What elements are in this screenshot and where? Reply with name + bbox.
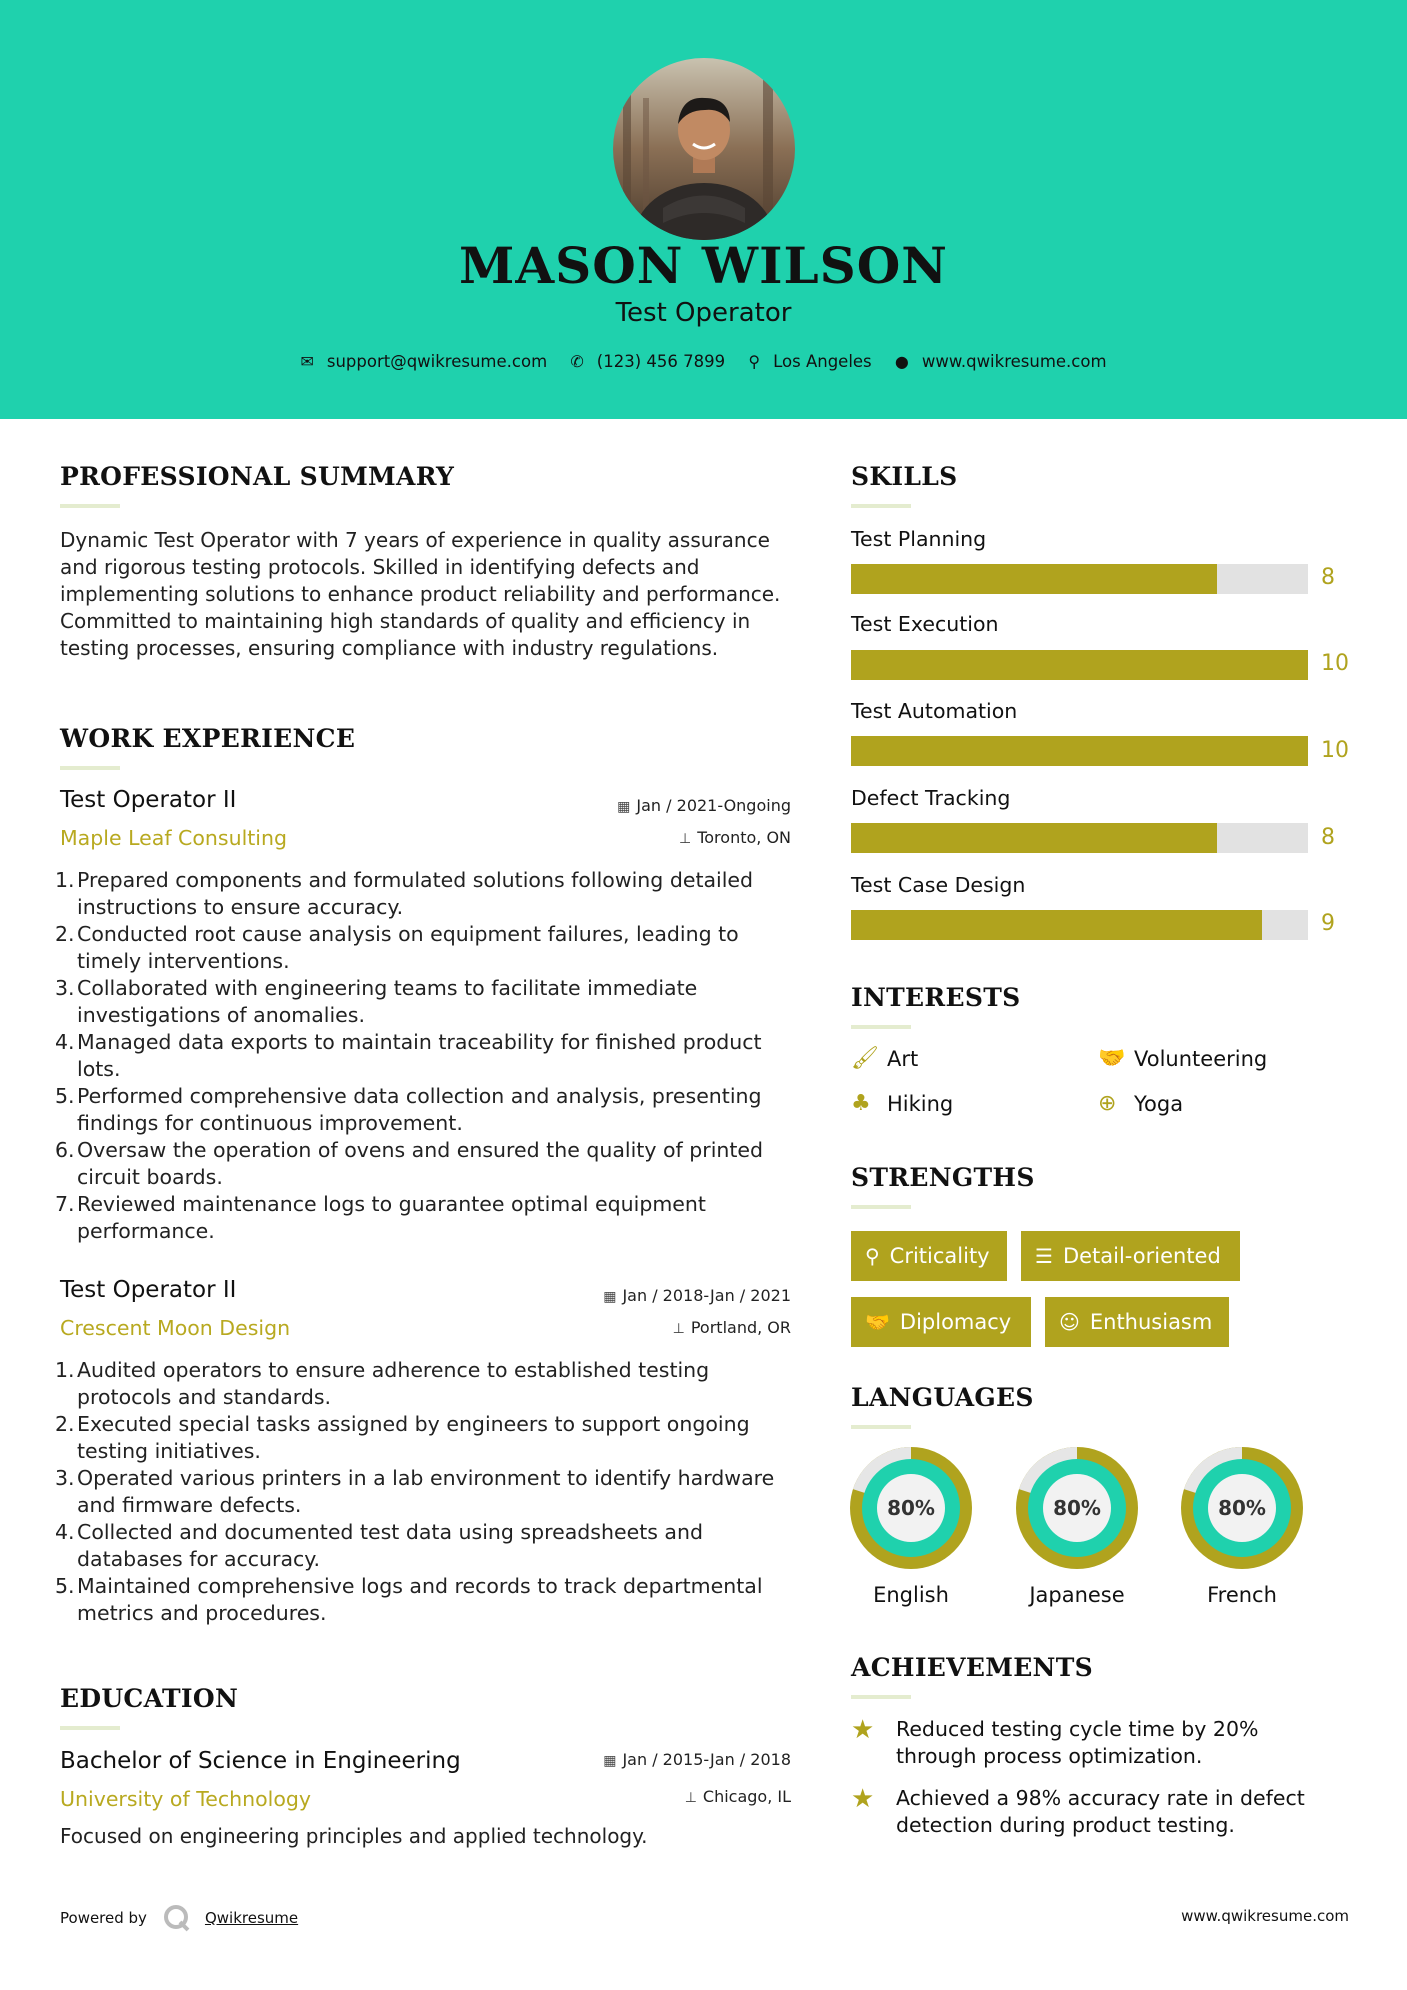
skill-level: 10 xyxy=(1321,738,1349,763)
languages-heading: LANGUAGES xyxy=(851,1383,1034,1412)
summary-text: Dynamic Test Operator with 7 years of experience in quality assurance and rigorous testing protocols. Skilled in identifying defects and implementing solutions to enhance product reliability and performance. Committed to maintaining high standards of quality and efficiency in testing processes, ensuring compliance with industry regulations. xyxy=(60,528,781,660)
language-ring xyxy=(850,1447,972,1569)
list-item: Oversaw the operation of ovens and ensured the quality of printed circuit boards. xyxy=(77,1138,764,1189)
pushpin-icon: ⊥ xyxy=(684,1790,697,1806)
list-item: Conducted root cause analysis on equipment failures, leading to timely interventions. xyxy=(77,922,739,973)
skill-name: Test Planning xyxy=(851,527,987,551)
skill-name: Defect Tracking xyxy=(851,786,1011,810)
list-item: Maintained comprehensive logs and records to track departmental metrics and procedures. xyxy=(77,1574,763,1625)
achievement-item: Achieved a 98% accuracy rate in defect detection during product testing. xyxy=(896,1786,1305,1837)
education-dates xyxy=(603,1750,791,1769)
achievement-item: Reduced testing cycle time by 20% through process optimization. xyxy=(896,1717,1259,1768)
achievements-divider xyxy=(851,1695,911,1699)
skill-bar-fill xyxy=(851,564,1217,594)
job-company: Maple Leaf Consulting xyxy=(60,826,288,850)
profile-photo-image xyxy=(613,58,795,240)
experience-heading: WORK EXPERIENCE xyxy=(60,724,356,753)
job-dates-text: Jan / 2018-Jan / 2021 xyxy=(622,1286,791,1305)
language-ring xyxy=(1181,1447,1303,1569)
interest-item xyxy=(851,1046,918,1071)
map-pin-icon: ⚲ xyxy=(748,352,761,371)
interest-label: Volunteering xyxy=(1134,1046,1268,1071)
footer-url[interactable]: www.qwikresume.com xyxy=(1181,1907,1349,1925)
achievements-heading: ACHIEVEMENTS xyxy=(851,1653,1093,1682)
language-name: Japanese xyxy=(1029,1583,1125,1607)
skill-bar xyxy=(851,650,1308,680)
calendar-icon: ▦ xyxy=(617,799,631,815)
skill-name: Test Case Design xyxy=(851,873,1026,897)
skill-name: Test Automation xyxy=(851,699,1018,723)
handshake-icon: 🤝 xyxy=(1098,1046,1126,1071)
job-location xyxy=(673,1318,791,1337)
interests-heading: INTERESTS xyxy=(851,983,1021,1012)
education-heading: EDUCATION xyxy=(60,1684,239,1713)
globe-icon: ● xyxy=(894,352,909,371)
experience-divider xyxy=(60,766,120,770)
job-company: Crescent Moon Design xyxy=(60,1316,291,1340)
skill-bar-fill xyxy=(851,823,1217,853)
star-icon: ★ xyxy=(851,1784,875,1814)
skill-bar xyxy=(851,564,1308,594)
job-location-text: Toronto, ON xyxy=(697,828,791,847)
job-title: Test Operator II xyxy=(60,787,237,813)
strength-label: Diplomacy xyxy=(899,1310,1012,1334)
job-dates-text: Jan / 2021-Ongoing xyxy=(636,796,791,815)
lifebuoy-icon: ⊕ xyxy=(1098,1091,1117,1116)
skill-bar-fill xyxy=(851,736,1308,766)
website-text: www.qwikresume.com xyxy=(921,352,1107,371)
job-location-text: Portland, OR xyxy=(690,1318,791,1337)
interest-item xyxy=(1098,1091,1183,1116)
contact-phone[interactable] xyxy=(570,352,725,371)
list-item: Performed comprehensive data collection and analysis, presenting findings for continuous improvement. xyxy=(77,1084,762,1135)
skill-level: 9 xyxy=(1321,911,1335,936)
qwikresume-logo-icon xyxy=(163,1904,191,1932)
strength-tag xyxy=(851,1297,1031,1347)
handshake-icon: 🤝 xyxy=(865,1310,890,1334)
language-percent: 80% xyxy=(1053,1496,1101,1520)
education-description: Focused on engineering principles and applied technology. xyxy=(60,1824,648,1848)
phone-icon: ✆ xyxy=(570,352,584,371)
skills-divider xyxy=(851,504,911,508)
contact-email[interactable] xyxy=(300,352,547,371)
job-location xyxy=(679,828,791,847)
skill-level: 10 xyxy=(1321,651,1349,676)
interest-label: Yoga xyxy=(1134,1091,1184,1116)
pushpin-icon: ⊥ xyxy=(679,831,692,847)
language-ring xyxy=(1016,1447,1138,1569)
interest-item xyxy=(851,1091,953,1116)
interest-label: Hiking xyxy=(887,1091,954,1116)
skill-bar xyxy=(851,736,1308,766)
interests-divider xyxy=(851,1025,911,1029)
list-item: Collaborated with engineering teams to facilitate immediate investigations of anomalies. xyxy=(77,976,698,1027)
list-item: Audited operators to ensure adherence to established testing protocols and standards. xyxy=(77,1358,710,1409)
languages-divider xyxy=(851,1425,911,1429)
language-name: French xyxy=(1207,1583,1277,1607)
calendar-icon: ▦ xyxy=(603,1289,617,1305)
education-divider xyxy=(60,1726,120,1730)
skill-bar xyxy=(851,823,1308,853)
interest-label: Art xyxy=(887,1046,919,1071)
strengths-divider xyxy=(851,1205,911,1209)
powered-by-text: Powered by xyxy=(60,1909,147,1927)
star-icon: ★ xyxy=(851,1715,875,1745)
strength-tag xyxy=(1021,1231,1240,1281)
education-location xyxy=(685,1787,791,1806)
footer-powered-by xyxy=(60,1904,298,1932)
email-text: support@qwikresume.com xyxy=(326,352,548,371)
location-text: Los Angeles xyxy=(773,352,872,371)
smile-icon: ☺ xyxy=(1059,1310,1080,1334)
strength-tag xyxy=(851,1231,1007,1281)
skill-bar-fill xyxy=(851,650,1308,680)
job-dates xyxy=(603,1286,791,1305)
tree-icon: ♣ xyxy=(851,1091,871,1116)
calendar-icon: ▦ xyxy=(603,1753,617,1769)
phone-text: (123) 456 7899 xyxy=(596,352,726,371)
profile-photo xyxy=(613,58,795,240)
contact-bar xyxy=(0,352,1407,371)
list-item: Prepared components and formulated solutions following detailed instructions to ensure accuracy. xyxy=(77,868,754,919)
contact-website[interactable] xyxy=(895,352,1107,371)
interest-item xyxy=(1098,1046,1267,1071)
paintbrush-icon: 🖌 xyxy=(851,1046,879,1071)
school-name: University of Technology xyxy=(60,1787,312,1811)
candidate-name: MASON WILSON xyxy=(459,236,948,295)
summary-heading: PROFESSIONAL SUMMARY xyxy=(60,462,455,491)
skill-bar-fill xyxy=(851,910,1262,940)
resume-header xyxy=(0,0,1407,419)
list-item: Reviewed maintenance logs to guarantee optimal equipment performance. xyxy=(77,1192,706,1243)
candidate-title: Test Operator xyxy=(615,298,792,328)
skill-level: 8 xyxy=(1321,825,1335,850)
education-dates-text: Jan / 2015-Jan / 2018 xyxy=(622,1750,791,1769)
strength-label: Detail-oriented xyxy=(1062,1244,1221,1268)
education-location-text: Chicago, IL xyxy=(702,1787,791,1806)
language-percent: 80% xyxy=(1218,1496,1266,1520)
degree-title: Bachelor of Science in Engineering xyxy=(60,1748,461,1774)
envelope-icon: ✉ xyxy=(300,352,314,371)
brand-link[interactable]: Qwikresume xyxy=(204,1909,299,1927)
strength-tag xyxy=(1045,1297,1229,1347)
skills-heading: SKILLS xyxy=(851,462,958,491)
language-percent: 80% xyxy=(887,1496,935,1520)
contact-location xyxy=(748,352,871,371)
strength-label: Enthusiasm xyxy=(1089,1310,1213,1334)
list-item: Collected and documented test data using spreadsheets and databases for accuracy. xyxy=(77,1520,703,1571)
strengths-heading: STRENGTHS xyxy=(851,1163,1035,1192)
strength-label: Criticality xyxy=(889,1244,990,1268)
job-bullets xyxy=(60,1357,800,1627)
skill-level: 8 xyxy=(1321,565,1335,590)
search-icon: ⚲ xyxy=(865,1244,880,1268)
list-item: Executed special tasks assigned by engineers to support ongoing testing initiatives. xyxy=(77,1412,750,1463)
list-item: Managed data exports to maintain traceability for finished product lots. xyxy=(77,1030,762,1081)
job-title: Test Operator II xyxy=(60,1277,237,1303)
summary-divider xyxy=(60,504,120,508)
pushpin-icon: ⊥ xyxy=(672,1321,685,1337)
skill-bar xyxy=(851,910,1308,940)
language-name: English xyxy=(873,1583,949,1607)
job-bullets xyxy=(60,867,800,1245)
list-icon: ☰ xyxy=(1035,1244,1053,1268)
skill-name: Test Execution xyxy=(851,612,999,636)
job-dates xyxy=(617,796,791,815)
list-item: Operated various printers in a lab environment to identify hardware and firmware defects. xyxy=(77,1466,775,1517)
